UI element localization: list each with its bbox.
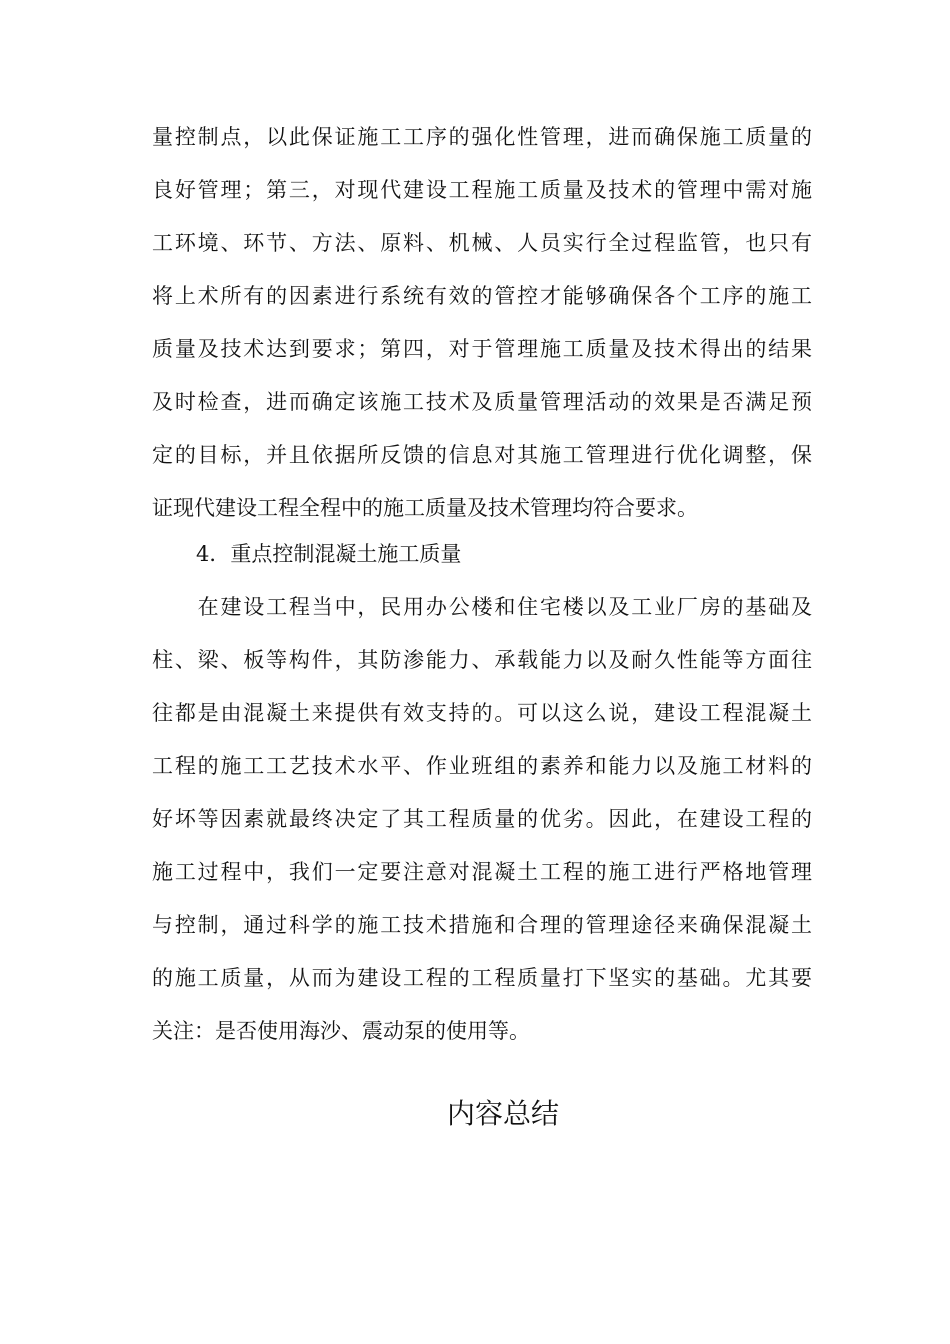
text-line: 好坏等因素就最终决定了其工程质量的优劣。因此，在建设工程的 — [152, 807, 812, 831]
text-line: 工环境、环节、方法、原料、机械、人员实行全过程监管，也只有 — [152, 231, 812, 255]
text-line: 在建设工程当中，民用办公楼和住宅楼以及工业厂房的基础及 — [152, 595, 812, 619]
text-line: 将上术所有的因素进行系统有效的管控才能够确保各个工序的施工 — [152, 284, 812, 308]
text-line: 施工过程中，我们一定要注意对混凝土工程的施工进行严格地管理 — [152, 860, 812, 884]
text-line: 证现代建设工程全程中的施工质量及技术管理均符合要求。 — [152, 496, 698, 520]
text-line: 质量及技术达到要求；第四，对于管理施工质量及技术得出的结果 — [152, 337, 812, 361]
section-heading: 4．重点控制混凝土施工质量 — [196, 542, 462, 566]
text-line: 关注：是否使用海沙、震动泵的使用等。 — [152, 1019, 530, 1043]
text-line: 与控制，通过科学的施工技术措施和合理的管理途径来确保混凝土 — [152, 913, 812, 937]
text-line: 的施工质量，从而为建设工程的工程质量打下坚实的基础。尤其要 — [152, 966, 812, 990]
text-line: 量控制点，以此保证施工工序的强化性管理，进而确保施工质量的 — [152, 125, 812, 149]
text-line: 往都是由混凝土来提供有效支持的。可以这么说，建设工程混凝土 — [152, 701, 812, 725]
text-line: 定的目标，并且依据所反馈的信息对其施工管理进行优化调整，保 — [152, 443, 812, 467]
text-line: 工程的施工工艺技术水平、作业班组的素养和能力以及施工材料的 — [152, 754, 812, 778]
text-line: 及时检查，进而确定该施工技术及质量管理活动的效果是否满足预 — [152, 390, 812, 414]
summary-title: 内容总结 — [446, 1097, 559, 1130]
text-line: 柱、梁、板等构件，其防渗能力、承载能力以及耐久性能等方面往 — [152, 648, 812, 672]
text-line: 良好管理；第三，对现代建设工程施工质量及技术的管理中需对施 — [152, 178, 812, 202]
